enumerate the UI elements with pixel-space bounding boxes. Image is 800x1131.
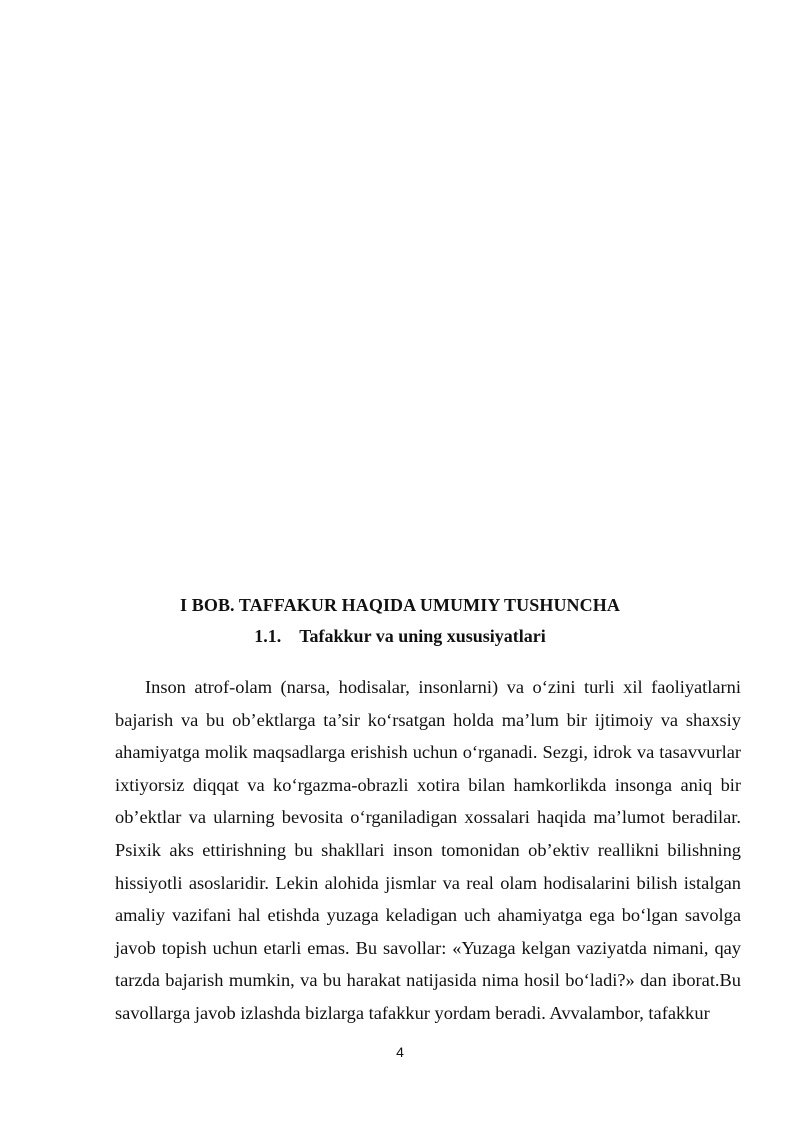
section-heading (0, 624, 800, 648)
section-number: 1.1. (254, 626, 282, 646)
section-title: Tafakkur va uning xususiyatlari (299, 626, 546, 646)
body-paragraph: Inson atrof-olam (narsa, hodisalar, insonlarni) va o‘zini turli xil faoliyatlarni bajarish va bu ob’ektlarga ta’sir ko‘rsatgan holda ma’lum bir ijtimoiy va shaxsiy ahamiyatga molik maqsadlarga erishish uchun o‘rganadi. Sezgi, idrok va tasavvurlar ixtiyorsiz diqqat va ko‘rgazma-obrazli xotira bilan hamkorlikda insonga aniq bir ob’ektlar va ularning bevosita o‘rganiladigan xossalari haqida ma’lumot beradilar. Psixik aks ettirishning bu shakllari inson tomonidan ob’ektiv reallikni bilishning hissiyotli asoslaridir. Lekin alohida jismlar va real olam hodisalarini bilish istalgan amaliy vazifani hal etishda yuzaga keladigan uch ahamiyatga ega bo‘lgan savolga javob topish uchun etarli emas. Bu savollar: «Yuzaga kelgan vaziyatda nimani, qay tarzda bajarish mumkin, va bu harakat natijasida nima hosil bo‘ladi?» dan iborat.Bu savollarga javob izlashda bizlarga tafakkur yordam beradi. Avvalambor, tafakkur (115, 677, 741, 1023)
page-number: 4 (396, 1044, 404, 1060)
chapter-title: I BOB. TAFFAKUR HAQIDA UMUMIY TUSHUNCHA (180, 595, 620, 615)
